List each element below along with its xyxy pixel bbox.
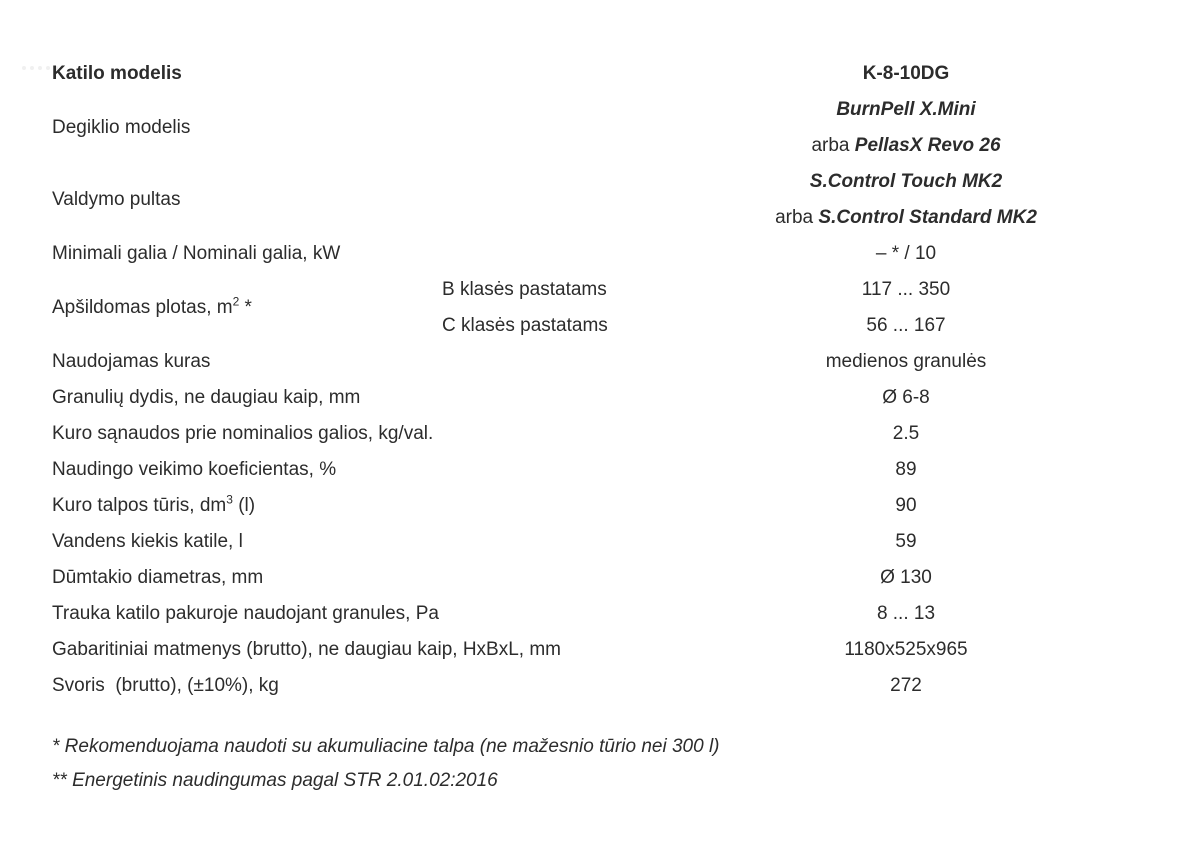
spec-value: 1180x525x965 <box>844 639 968 660</box>
spec-label: Trauka katilo pakuroje naudojant granules, Pa <box>52 603 439 624</box>
spec-row-control-panel <box>52 164 1152 236</box>
spec-value: 59 <box>895 531 917 552</box>
footnotes <box>52 730 720 798</box>
label-sup: 3 <box>226 492 233 507</box>
spec-value: Ø 6-8 <box>882 387 930 408</box>
footnote-2: ** Energetinis naudingumas pagal STR 2.01.02:2016 <box>52 770 498 791</box>
spec-label: Vandens kiekis katile, l <box>52 531 243 552</box>
spec-label: Dūmtakio diametras, mm <box>52 567 264 588</box>
spec-sublabel-class-b: B klasės pastatams <box>442 279 607 300</box>
alt-model: S.Control Standard MK2 <box>818 207 1037 228</box>
label-text: Apšildomas plotas, m <box>52 297 233 318</box>
spec-row-pellet-size <box>52 380 1152 416</box>
label-text: Kuro talpos tūris, dm <box>52 495 227 516</box>
spec-label: Naudojamas kuras <box>52 351 211 372</box>
spec-row-draft <box>52 596 1152 632</box>
spec-row-heated-area <box>52 272 1152 344</box>
spec-value: K-8-10DG <box>862 63 950 84</box>
spec-row-fuel <box>52 344 1152 380</box>
spec-row-efficiency <box>52 452 1152 488</box>
spec-row-power <box>52 236 1152 272</box>
spec-row-fuel-tank <box>52 488 1152 524</box>
spec-value: Ø 130 <box>880 567 932 588</box>
spec-label: Naudingo veikimo koeficientas, % <box>52 459 337 480</box>
spec-value-class-c: 56 ... 167 <box>866 315 946 336</box>
spec-label <box>52 272 252 344</box>
alt-model: PellasX Revo 26 <box>854 135 1001 156</box>
spec-label: Degiklio modelis <box>52 117 191 138</box>
spec-sublabel-class-c: C klasės pastatams <box>442 315 608 336</box>
spec-row-water-volume <box>52 524 1152 560</box>
spec-row-dimensions <box>52 632 1152 668</box>
spec-value-alt <box>656 128 1156 164</box>
label-sup: 2 <box>232 294 240 309</box>
spec-row-burner-model <box>52 92 1152 164</box>
spec-value: 89 <box>895 459 917 480</box>
spec-value: 272 <box>890 675 922 696</box>
alt-prefix: arba <box>811 135 855 156</box>
spec-value: BurnPell X.Mini <box>836 99 976 120</box>
spec-label: Valdymo pultas <box>52 189 181 210</box>
footnote-1: * Rekomenduojama naudoti su akumuliacine talpa (ne mažesnio tūrio nei 300 l) <box>52 736 720 757</box>
spec-table <box>52 56 1152 704</box>
spec-value: medienos granulės <box>825 351 987 372</box>
spec-value: 90 <box>895 495 917 516</box>
spec-label: Svoris (brutto), (±10%), kg <box>52 675 279 696</box>
spec-label: Granulių dydis, ne daugiau kaip, mm <box>52 387 361 408</box>
spec-row-fuel-consumption <box>52 416 1152 452</box>
alt-prefix: arba <box>775 207 819 228</box>
spec-value: S.Control Touch MK2 <box>809 171 1003 192</box>
label-suffix: (l) <box>232 495 256 516</box>
spec-value: – * / 10 <box>875 243 937 264</box>
spec-label: Gabaritiniai matmenys (brutto), ne daugiau kaip, HxBxL, mm <box>52 639 561 660</box>
spec-row-weight <box>52 668 1152 704</box>
spec-row-flue-diameter <box>52 560 1152 596</box>
spec-value: 2.5 <box>892 423 920 444</box>
spec-row-boiler-model <box>52 56 1152 92</box>
spec-value-alt <box>656 200 1156 236</box>
spec-label: Katilo modelis <box>52 63 182 84</box>
spec-label: Minimali galia / Nominali galia, kW <box>52 243 341 264</box>
spec-value-class-b: 117 ... 350 <box>861 279 951 300</box>
spec-value: 8 ... 13 <box>876 603 936 624</box>
spec-label: Kuro sąnaudos prie nominalios galios, kg/val. <box>52 423 434 444</box>
label-suffix: * <box>239 297 252 318</box>
spec-label <box>52 488 255 524</box>
